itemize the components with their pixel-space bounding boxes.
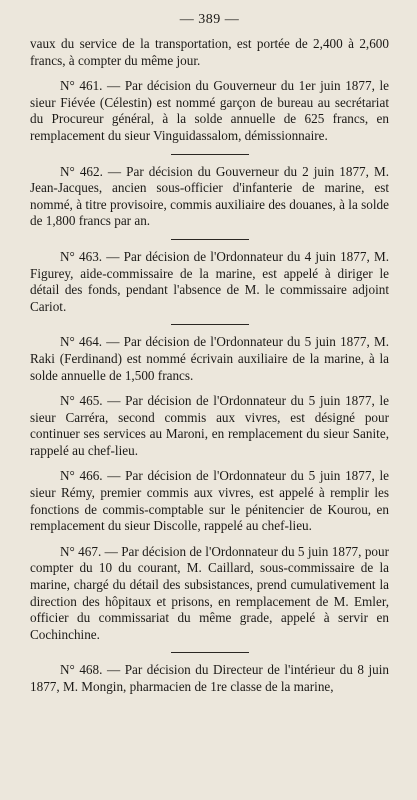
- separator-rule: [171, 154, 249, 155]
- decision-467: N° 467. — Par décision de l'Ordonnateur du 5 juin 1877, pour compter du 10 du courant, M. Caillard, sous-commissaire de la marine, chargé du détail des subsistances, prend cumulativement la direction des hôpitaux et prisons, en remplacement de M. Emler, officier du commissariat du même grade, appelé à servir en Cochinchine.: [30, 543, 389, 642]
- decision-462: N° 462. — Par décision du Gouverneur du 2 juin 1877, M. Jean-Jacques, ancien sous-officier d'infanterie de marine, est nommé, à titre provisoire, commis auxiliaire des douanes, à la solde de 1,800 francs par an.: [30, 163, 389, 229]
- decision-466: N° 466. — Par décision de l'Ordonnateur du 5 juin 1877, le sieur Rémy, premier commis aux vivres, est appelé à remplir les fonctions de commis-comptable sur le pénitencier de Kourou, en remplacement du sieur Discolle, rappelé au chef-lieu.: [30, 468, 389, 534]
- page-number: — 389 —: [179, 12, 240, 27]
- separator-rule: [171, 324, 249, 325]
- decision-465: N° 465. — Par décision de l'Ordonnateur du 5 juin 1877, le sieur Carréra, second commis aux vivres, est désigné pour continuer ses services au Maroni, en remplacement du sieur Sanite, rappelé au chef-lieu.: [30, 393, 389, 458]
- decision-464: N° 464. — Par décision de l'Ordonnateur du 5 juin 1877, M. Raki (Ferdinand) est nommé écrivain auxiliaire de la marine, à la solde annuelle de 1,500 francs.: [30, 334, 389, 383]
- decision-468: N° 468. — Par décision du Directeur de l'intérieur du 8 juin 1877, M. Mongin, pharmacien de 1re classe de la marine,: [30, 662, 389, 694]
- spacer: [30, 384, 389, 393]
- spacer: [30, 535, 389, 544]
- separator-rule: [171, 652, 249, 653]
- decision-463: N° 463. — Par décision de l'Ordonnateur du 4 juin 1877, M. Figurey, aide-commissaire de la marine, est appelé à diriger le détail des fonds, pendant l'absence de M. le commissaire adjoint Cariot.: [30, 248, 389, 314]
- spacer: [30, 69, 389, 78]
- decision-461: N° 461. — Par décision du Gouverneur du 1er juin 1877, le sieur Fiévée (Célestin) est nommé garçon de bureau au secrétariat du Procureur général, à la solde annuelle de 625 francs, en remplacement du sieur Vinguidassalom, démissionnaire.: [30, 78, 389, 143]
- separator-rule: [171, 239, 249, 240]
- paragraph-continuation: vaux du service de la transportation, est portée de 2,400 à 2,600 francs, à compter du même jour.: [30, 36, 389, 68]
- spacer: [30, 459, 389, 468]
